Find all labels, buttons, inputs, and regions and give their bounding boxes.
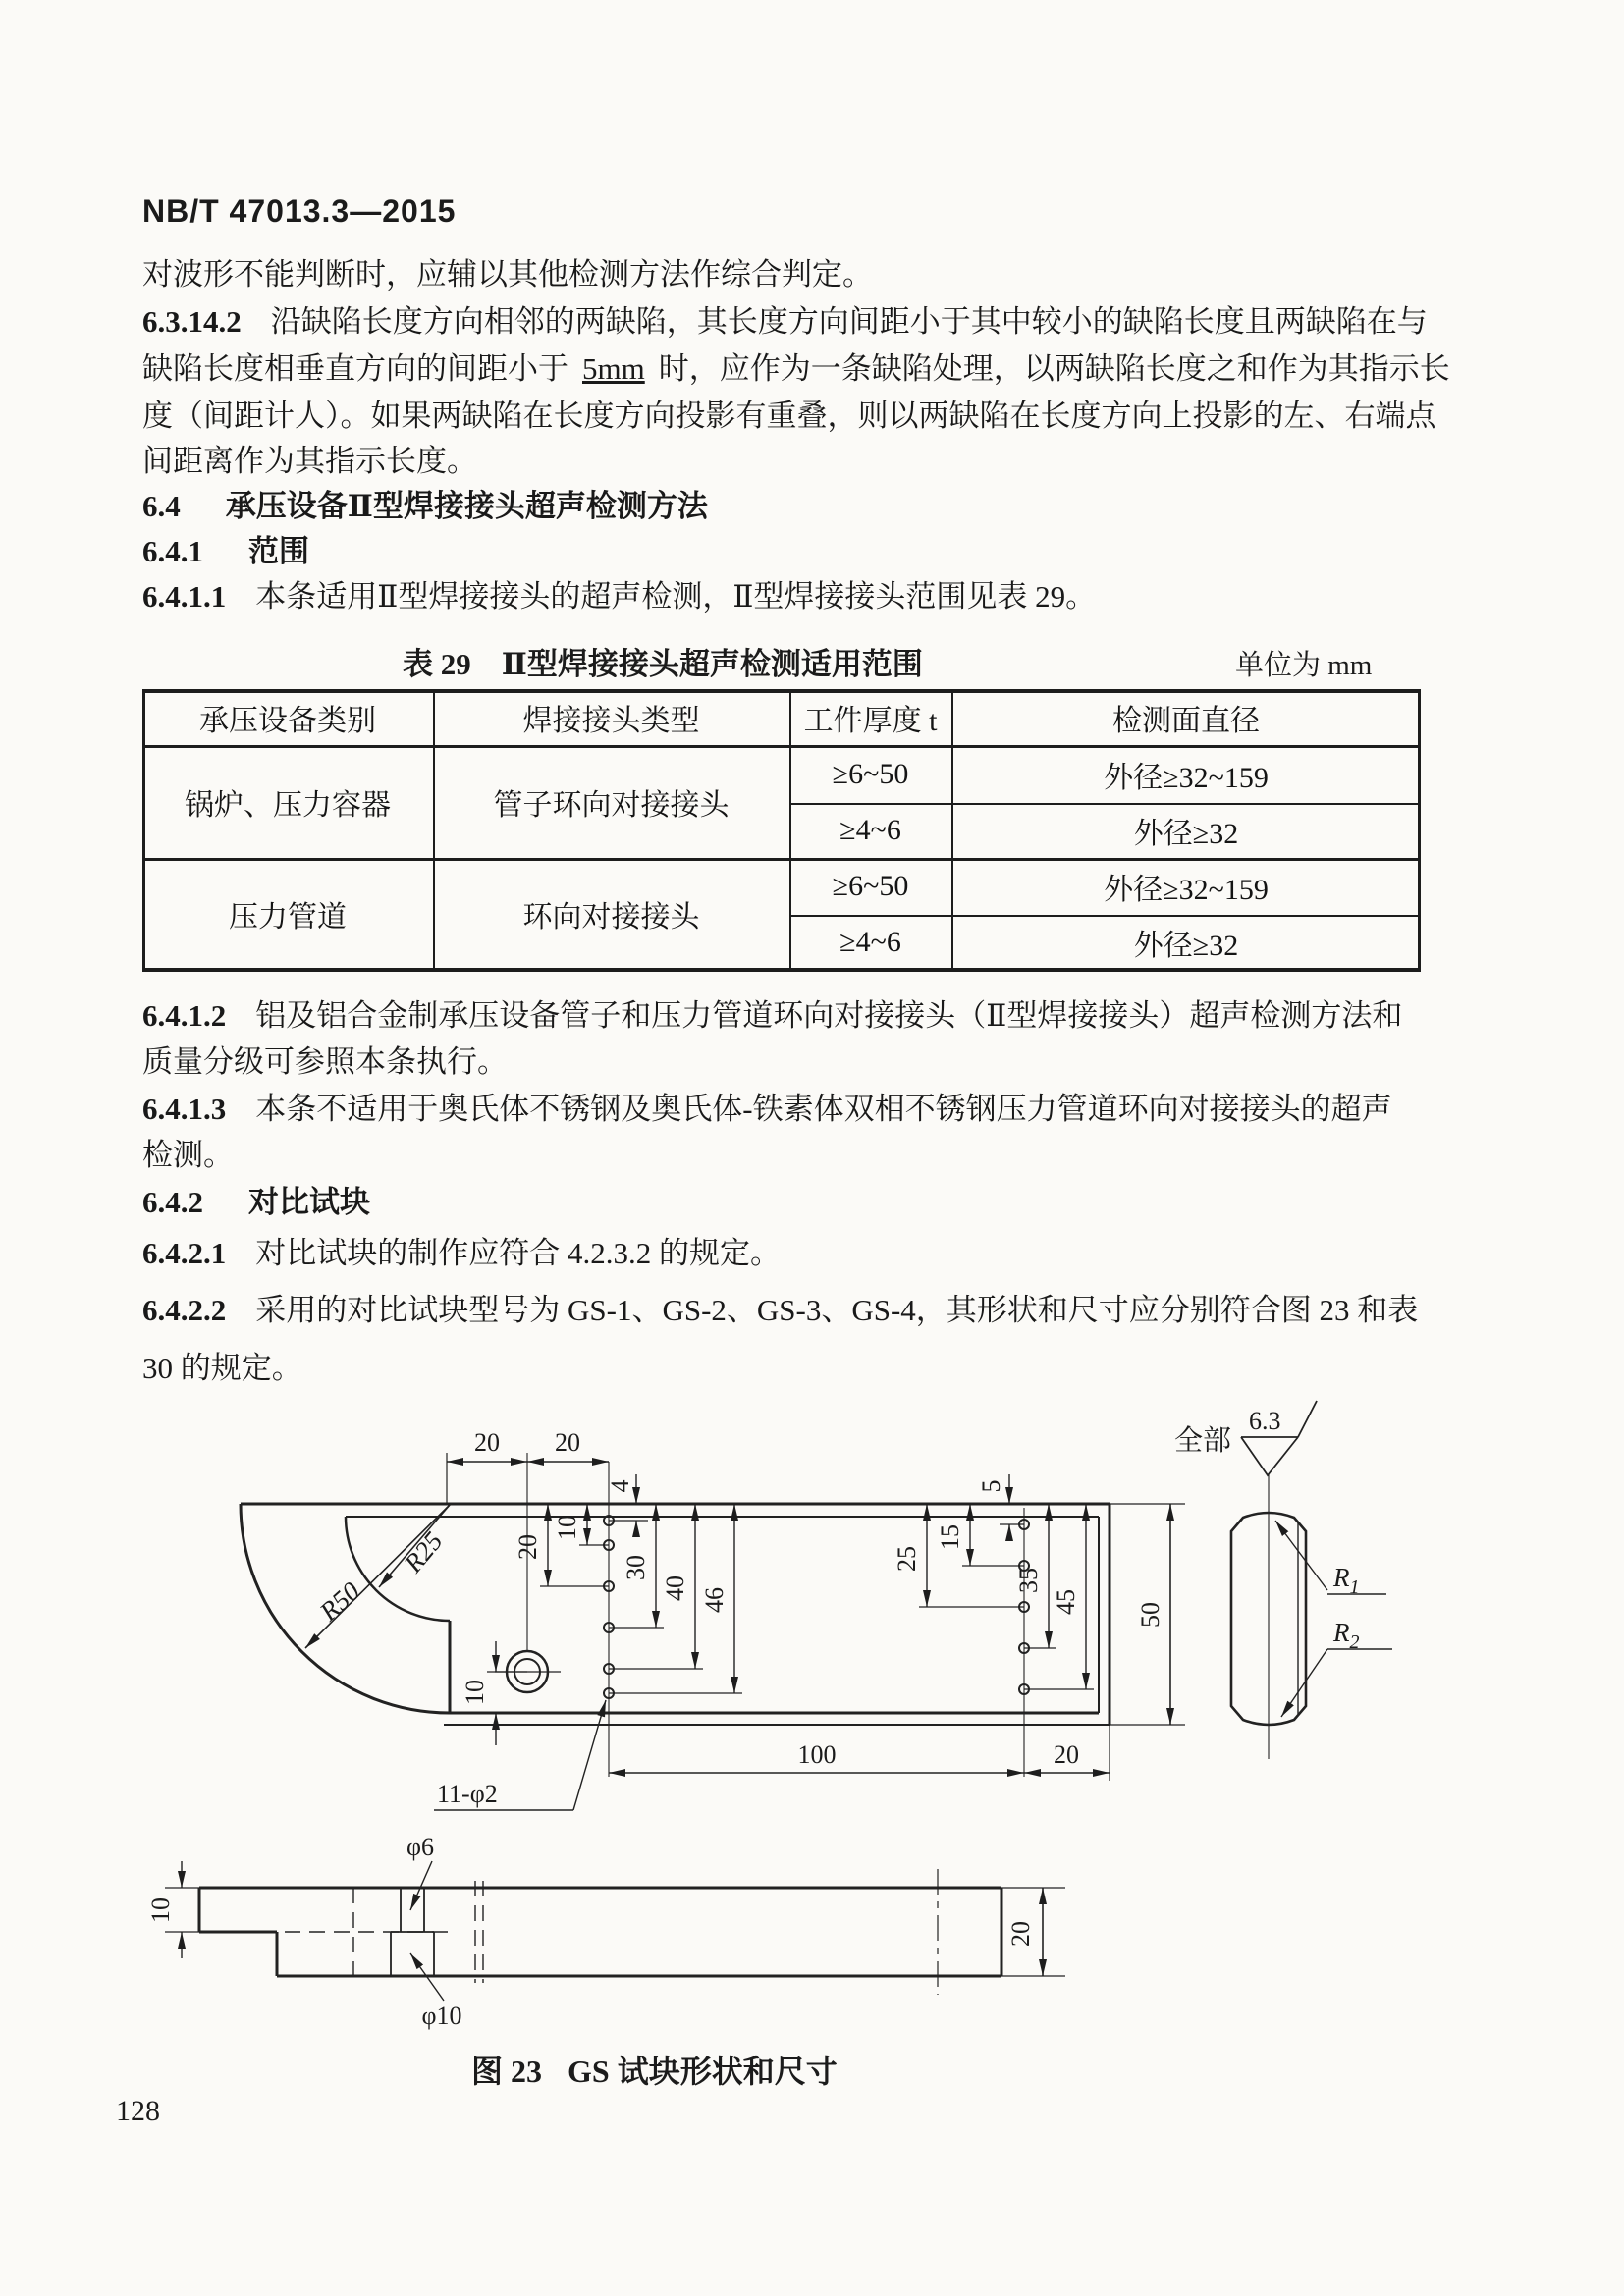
body-text: 沿缺陷长度方向相邻的两缺陷，其长度方向间距小于其中较小的缺陷长度且两缺陷在与 <box>270 304 1428 339</box>
table-header-cell: 承压设备类别 <box>199 704 376 737</box>
table-header-cell: 焊接接头类型 <box>522 704 700 737</box>
section-heading <box>142 531 309 572</box>
underlined-value: 5mm <box>582 351 645 386</box>
radius-label <box>1332 1618 1360 1653</box>
body-line <box>142 441 477 482</box>
body-text: 30 的规定。 <box>142 1351 302 1385</box>
clause-number: 6.4.1 <box>142 534 203 568</box>
body-line <box>142 1089 1392 1130</box>
body-text: 时，应作为一条缺陷处理，以两缺陷长度之和作为其指示长 <box>658 351 1450 386</box>
dim-label: 20 <box>555 1428 580 1457</box>
dim-label: 10 <box>460 1680 489 1705</box>
radius-base: R <box>1333 1618 1350 1647</box>
dim-label: 10 <box>146 1897 175 1923</box>
dim-label: 15 <box>936 1524 964 1550</box>
radius-label: R50 <box>313 1575 366 1628</box>
body-line <box>142 301 1428 343</box>
dim-label: 4 <box>606 1479 634 1493</box>
dim-label: 20 <box>514 1534 542 1560</box>
radius-base: R <box>1333 1563 1350 1592</box>
section-heading <box>142 1182 370 1223</box>
document-code: NB/T 47013.3—2015 <box>142 193 457 229</box>
body-line <box>142 1135 234 1176</box>
dim-label: 20 <box>474 1428 500 1457</box>
dim-label: 20 <box>1006 1921 1035 1947</box>
table-unit-note: 单位为 mm <box>1235 650 1373 681</box>
dim-label: 40 <box>661 1575 689 1601</box>
body-text: 间距离作为其指示长度。 <box>142 444 477 478</box>
page-number: 128 <box>116 2095 160 2127</box>
body-line <box>142 576 1096 617</box>
surface-roughness-value: 6.3 <box>1249 1407 1281 1435</box>
dim-label: 45 <box>1052 1589 1080 1615</box>
r25-arc <box>346 1517 450 1621</box>
dim-label: 50 <box>1136 1602 1164 1628</box>
dim-label: 35 <box>1014 1568 1043 1593</box>
body-text: 对比试块的制作应符合 4.2.3.2 的规定。 <box>255 1236 781 1270</box>
clause-number: 6.4.2.1 <box>142 1236 227 1270</box>
dim-label: 46 <box>700 1587 729 1613</box>
hole-diameter-label: φ6 <box>406 1833 435 1861</box>
body-line <box>142 396 1436 437</box>
figure-caption <box>471 2047 903 2092</box>
dim-label: 20 <box>1054 1740 1079 1769</box>
table-cell-diameter: 外径≥32~159 <box>1104 761 1269 794</box>
table-cell-category: 锅炉、压力容器 <box>185 788 391 822</box>
table-cell-category: 压力管道 <box>229 900 347 934</box>
body-line <box>142 1233 781 1274</box>
table-header-cell: 检测面直径 <box>1112 704 1260 737</box>
body-text: 本条不适用于奥氏体不锈钢及奥氏体-铁素体双相不锈钢压力管道环向对接接头的超声 <box>255 1092 1392 1126</box>
body-line <box>142 348 1450 390</box>
table-cell-diameter: 外径≥32 <box>1133 818 1239 850</box>
body-line <box>142 1041 508 1083</box>
heading-text: 承压设备Ⅱ型焊接接头超声检测方法 <box>225 489 708 523</box>
body-text: 对波形不能判断时，应辅以其他检测方法作综合判定。 <box>142 257 873 292</box>
clause-number: 6.4.1.1 <box>142 579 227 614</box>
body-text: 缺陷长度相垂直方向的间距小于 <box>142 351 568 386</box>
table-cell-thickness: ≥6~50 <box>832 870 909 902</box>
heading-text: 对比试块 <box>248 1185 370 1219</box>
clause-number: 6.4.2.2 <box>142 1293 227 1327</box>
section-view <box>165 1861 1065 2001</box>
hole-diameter-label: φ10 <box>421 2002 462 2030</box>
table-29 <box>142 689 1421 972</box>
end-view <box>1231 1474 1392 1759</box>
surface-scope-label: 全部 <box>1174 1425 1232 1457</box>
body-text: 检测。 <box>142 1138 234 1172</box>
radius-subscript: 2 <box>1349 1631 1360 1653</box>
table-title: 表 29 Ⅱ型焊接接头超声检测适用范围 <box>403 647 923 681</box>
table-header-cell: 工件厚度 t <box>803 704 938 737</box>
dim-label: 5 <box>977 1479 1005 1493</box>
clause-number: 6.4.2 <box>142 1185 203 1219</box>
body-text: 采用的对比试块型号为 GS-1、GS-2、GS-3、GS-4，其形状和尺寸应分别符合图 23 和表 <box>255 1293 1419 1327</box>
holes-count-label: 11-φ2 <box>437 1780 498 1808</box>
plan-view <box>241 1453 1185 1810</box>
radius-label <box>1332 1563 1360 1598</box>
table-cell-joint: 环向对接接头 <box>522 900 700 934</box>
heading-text: 范围 <box>248 534 309 568</box>
table-cell-joint: 管子环向对接接头 <box>493 788 730 822</box>
body-line <box>142 254 873 295</box>
clause-number: 6.4 <box>142 489 181 523</box>
clause-number: 6.4.1.3 <box>142 1092 227 1126</box>
dim-label: 100 <box>797 1740 837 1769</box>
body-line <box>142 995 1402 1037</box>
body-text: 度（间距计人）。如果两缺陷在长度方向投影有重叠，则以两缺陷在长度方向上投影的左、右端点 <box>142 399 1436 433</box>
radius-label: R25 <box>398 1525 449 1578</box>
body-text: 本条适用Ⅱ型焊接接头的超声检测，Ⅱ型焊接接头范围见表 29。 <box>255 579 1097 614</box>
body-line <box>142 1290 1418 1331</box>
table-cell-diameter: 外径≥32 <box>1133 929 1239 962</box>
table-cell-diameter: 外径≥32~159 <box>1104 874 1269 906</box>
dim-label: 25 <box>893 1546 921 1572</box>
table-cell-thickness: ≥6~50 <box>832 757 909 790</box>
table-cell-thickness: ≥4~6 <box>839 814 901 846</box>
body-text: 质量分级可参照本条执行。 <box>142 1044 508 1079</box>
figure-23-drawing <box>0 1369 1624 2047</box>
clause-number: 6.4.1.2 <box>142 998 227 1033</box>
section-heading <box>142 486 708 527</box>
figure-title: GS 试块形状和尺寸 <box>568 2054 838 2089</box>
figure-number: 图 23 <box>471 2054 543 2089</box>
table-cell-thickness: ≥4~6 <box>839 925 901 958</box>
body-text: 铝及铝合金制承压设备管子和压力管道环向对接接头（Ⅱ型焊接接头）超声检测方法和 <box>255 998 1403 1033</box>
clause-number: 6.3.14.2 <box>142 304 242 339</box>
radius-subscript: 1 <box>1349 1576 1360 1598</box>
dim-label: 30 <box>622 1555 650 1580</box>
dim-label: 10 <box>553 1515 581 1540</box>
